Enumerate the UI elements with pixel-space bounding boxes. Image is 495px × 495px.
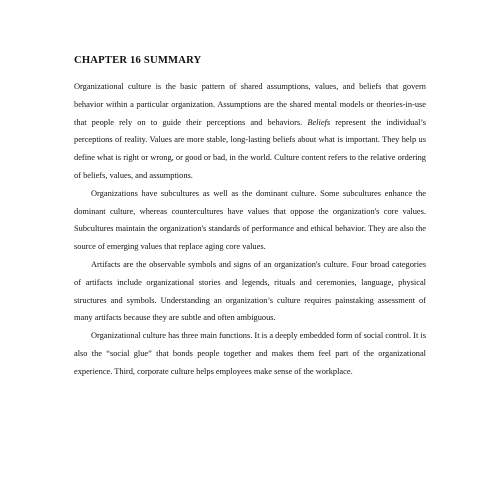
document-page — [74, 54, 426, 381]
paragraph-1-italic-term: Beliefs — [307, 117, 331, 127]
paragraph-3: Artifacts are the observable symbols and signs of an organization's culture. Four broad categories of artifacts include organizational stories and legends, rituals and ceremonies, language, physical structures and symbols. Understanding an organization’s culture requires painstaking assessment of many artifacts because they are subtle and often ambiguous. — [74, 259, 426, 323]
paragraph-1-text: Organizational culture is the basic pattern of shared assumptions, values, and beliefs that govern behavior within a particular organization. Assumptions are the shared mental models or theories-in-use that people rely on to guide their perceptions and behaviors. — [74, 82, 426, 127]
paragraph-2: Organizations have subcultures as well as the dominant culture. Some subcultures enhance the dominant culture, whereas countercultures have values that oppose the organization's core values. Subcultures maintain the organization's standards of performance and ethical behavior. They are also the source of emerging values that replace aging core values. — [74, 188, 426, 252]
chapter-title: CHAPTER 16 SUMMARY — [74, 55, 202, 66]
paragraph-4: Organizational culture has three main functions. It is a deeply embedded form of social control. It is also the “social glue” that bonds people together and makes them feel part of the organizational experience. Third, corporate culture helps employees make sense of the workplace. — [74, 331, 426, 376]
paragraph-1 — [74, 78, 426, 185]
paragraph-1-text-after: represent the individual’s perceptions of reality. Values are more stable, long-lasting beliefs about what is important. They help us define what is right or wrong, or good or bad, in the world. Culture content refers to the relative ordering of beliefs, values, and assumptions. — [74, 117, 426, 180]
